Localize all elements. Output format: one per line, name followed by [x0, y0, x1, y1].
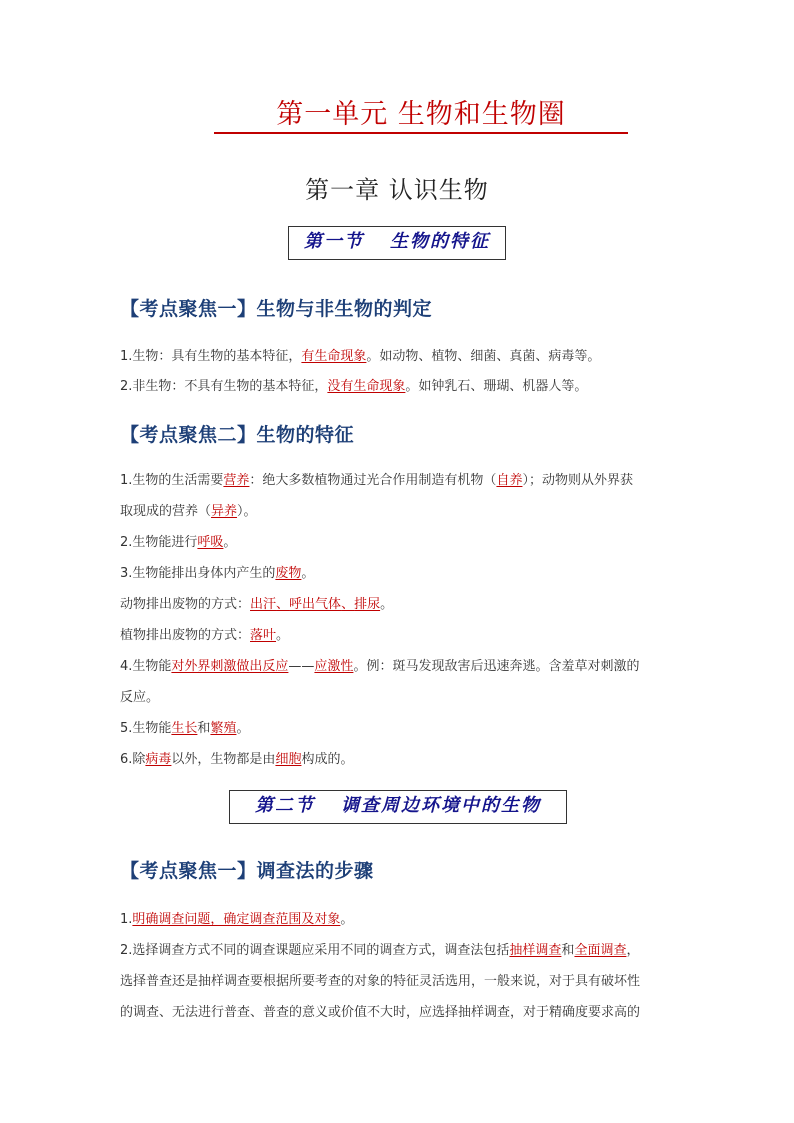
s1-line-5: 2.生物能进行呼吸。 — [120, 535, 237, 550]
s1-line-1: 1.生物：具有生物的基本特征，有生命现象。如动物、植物、细菌、真菌、病毒等。 — [120, 349, 601, 364]
chapter-title: 第一章 认识生物 — [305, 176, 489, 204]
s1-line-10: 反应。 — [120, 690, 160, 705]
section-2-name: 调查周边环境中的生物 — [341, 795, 541, 816]
s1-line-9: 4.生物能对外界刺激做出反应——应激性。例：斑马发现敌害后迅速奔逃。含羞草对刺激的 — [120, 659, 640, 674]
section-1-heading-2: 【考点聚焦二】生物的特征 — [120, 424, 355, 446]
s1-line-4: 取现成的营养（异养）。 — [120, 504, 257, 519]
section-1-box — [288, 226, 506, 260]
s1-line-11: 5.生物能生长和繁殖。 — [120, 721, 250, 736]
section-2-heading-1: 【考点聚焦一】调查法的步骤 — [120, 860, 374, 882]
s2-line-2: 2.选择调查方式不同的调查课题应采用不同的调查方式，调查法包括抽样调查和全面调查， — [120, 943, 640, 958]
s1-line-2: 2.非生物：不具有生物的基本特征，没有生命现象。如钟乳石、珊瑚、机器人等。 — [120, 379, 588, 394]
s1-line-8: 植物排出废物的方式：落叶。 — [120, 628, 290, 643]
s2-line-1: 1.明确调查问题，确定调查范围及对象。 — [120, 912, 354, 927]
unit-title: 第一单元 生物和生物圈 — [214, 98, 628, 134]
section-1-heading-1: 【考点聚焦一】生物与非生物的判定 — [120, 298, 433, 320]
s1-line-7: 动物排出废物的方式：出汗、呼出气体、排尿。 — [120, 597, 394, 612]
s2-line-4: 的调查、无法进行普查、普查的意义或价值不大时，应选择抽样调查，对于精确度要求高的 — [120, 1005, 641, 1020]
s1-line-6: 3.生物能排出身体内产生的废物。 — [120, 566, 315, 581]
section-2-number: 第二节 — [255, 795, 315, 816]
s1-line-3: 1.生物的生活需要营养：绝大多数植物通过光合作用制造有机物（自养）；动物则从外界获 — [120, 473, 633, 488]
s1-line-12: 6.除病毒以外，生物都是由细胞构成的。 — [120, 752, 354, 767]
s2-line-3: 选择普查还是抽样调查要根据所要考查的对象的特征灵活选用，一般来说，对于具有破坏性 — [120, 974, 641, 989]
section-2-box — [229, 790, 567, 824]
section-1-name: 生物的特征 — [390, 231, 490, 252]
section-1-number: 第一节 — [304, 231, 364, 252]
